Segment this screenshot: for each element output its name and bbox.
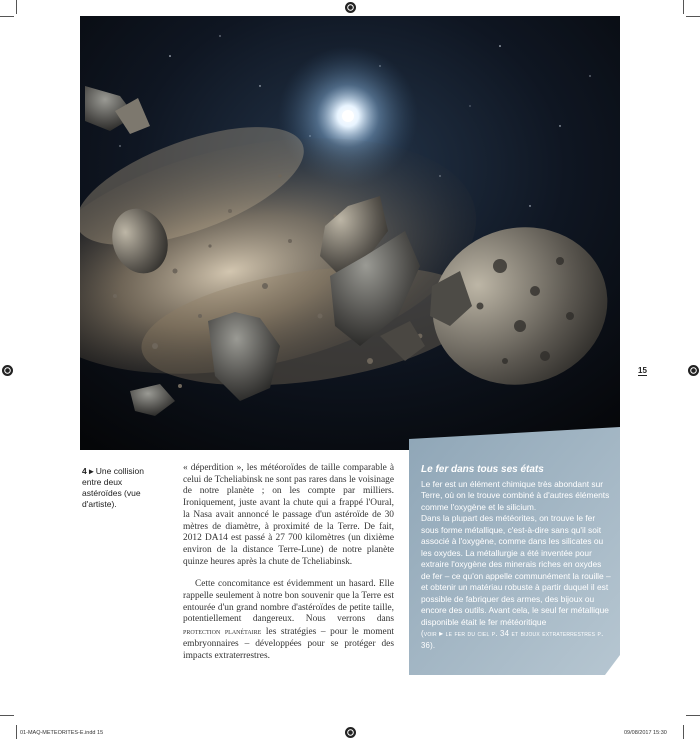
slug-date: 09/08/2017 15:30 (624, 730, 667, 736)
sidebar-reference: (voir ▸ le fer du ciel p. 34 et bijoux extraterrestres p. 36). (421, 629, 604, 650)
registration-mark (2, 365, 13, 376)
sidebar-content (421, 464, 611, 651)
asteroid-collision-illustration (80, 16, 620, 450)
body-text-column (183, 463, 394, 662)
body-paragraph: Cette concomitance est évidemment un hasard. Elle rappelle seulement à notre bon souvenir que la Terre est entourée d'un grand nombre d'astéroïdes de petite taille, potentiellement dangereux. Nous verrons dans protection planétaire les stratégies – pour le moment embryonnaires – développées pour se protéger des impacts extraterrestres. (183, 579, 394, 661)
figure-caption (82, 466, 162, 510)
registration-mark (345, 727, 356, 738)
slug-file-info: 01-MAQ-METEORITES-E.indd 15 (20, 730, 104, 736)
registration-mark (688, 365, 699, 376)
sidebar-paragraph: Dans la plupart des météorites, on trouve le fer sous forme métallique, c'est-à-dire sans qu'il soit associé à l'oxygène, comme dans les silicates ou les oxydes. La métallurgie a été inventée pour extraire l'oxygène des minerais riches en oxydes de fer – ce qu'on appelle communément la rouille – et obtenir un matériau robuste à partir duquel il est possible de fabriquer des armes, des bijoux ou encore des outils. Avant cela, le seul fer métallique disponible était le fer météoritique (421, 513, 611, 627)
trim-mark (16, 725, 17, 739)
trim-mark (686, 16, 700, 17)
sidebar-box (409, 427, 620, 675)
caption-arrow-icon: ▸ (89, 466, 94, 476)
trim-mark (686, 715, 700, 716)
caption-number: 4 (82, 466, 87, 476)
trim-mark (0, 715, 14, 716)
registration-mark (345, 2, 356, 13)
caption-text: Une collision entre deux astéroïdes (vue d'artiste). (82, 466, 144, 509)
trim-mark (0, 16, 14, 17)
body-paragraph: « déperdition », les météoroïdes de taille comparable à celui de Tcheliabinsk ne sont pas rares dans le voisinage de notre planète ; on les compte par milliers. Ironiquement, juste avant la chute qui a frappé l'Oural, la Nasa avait annoncé le passage d'un astéroïde de 30 mètres de diamètre, à proximité de la Terre. De fait, 2012 DA14 est passé à 27 700 kilomètres (un dixième environ de la distance Terre-Lune) de notre planète quinze heures après la chute de Tcheliabinsk. (183, 463, 394, 567)
page-number: 15 (638, 366, 647, 375)
trim-mark (16, 0, 17, 14)
sidebar-paragraph: Le fer est un élément chimique très abondant sur Terre, où on le trouve combiné à d'autres éléments comme l'oxygène et le silicium. (421, 478, 610, 512)
sidebar-title: Le fer dans tous ses états (421, 464, 544, 475)
cross-reference: protection planétaire (183, 626, 262, 637)
trim-mark (683, 725, 684, 739)
trim-mark (683, 0, 684, 14)
